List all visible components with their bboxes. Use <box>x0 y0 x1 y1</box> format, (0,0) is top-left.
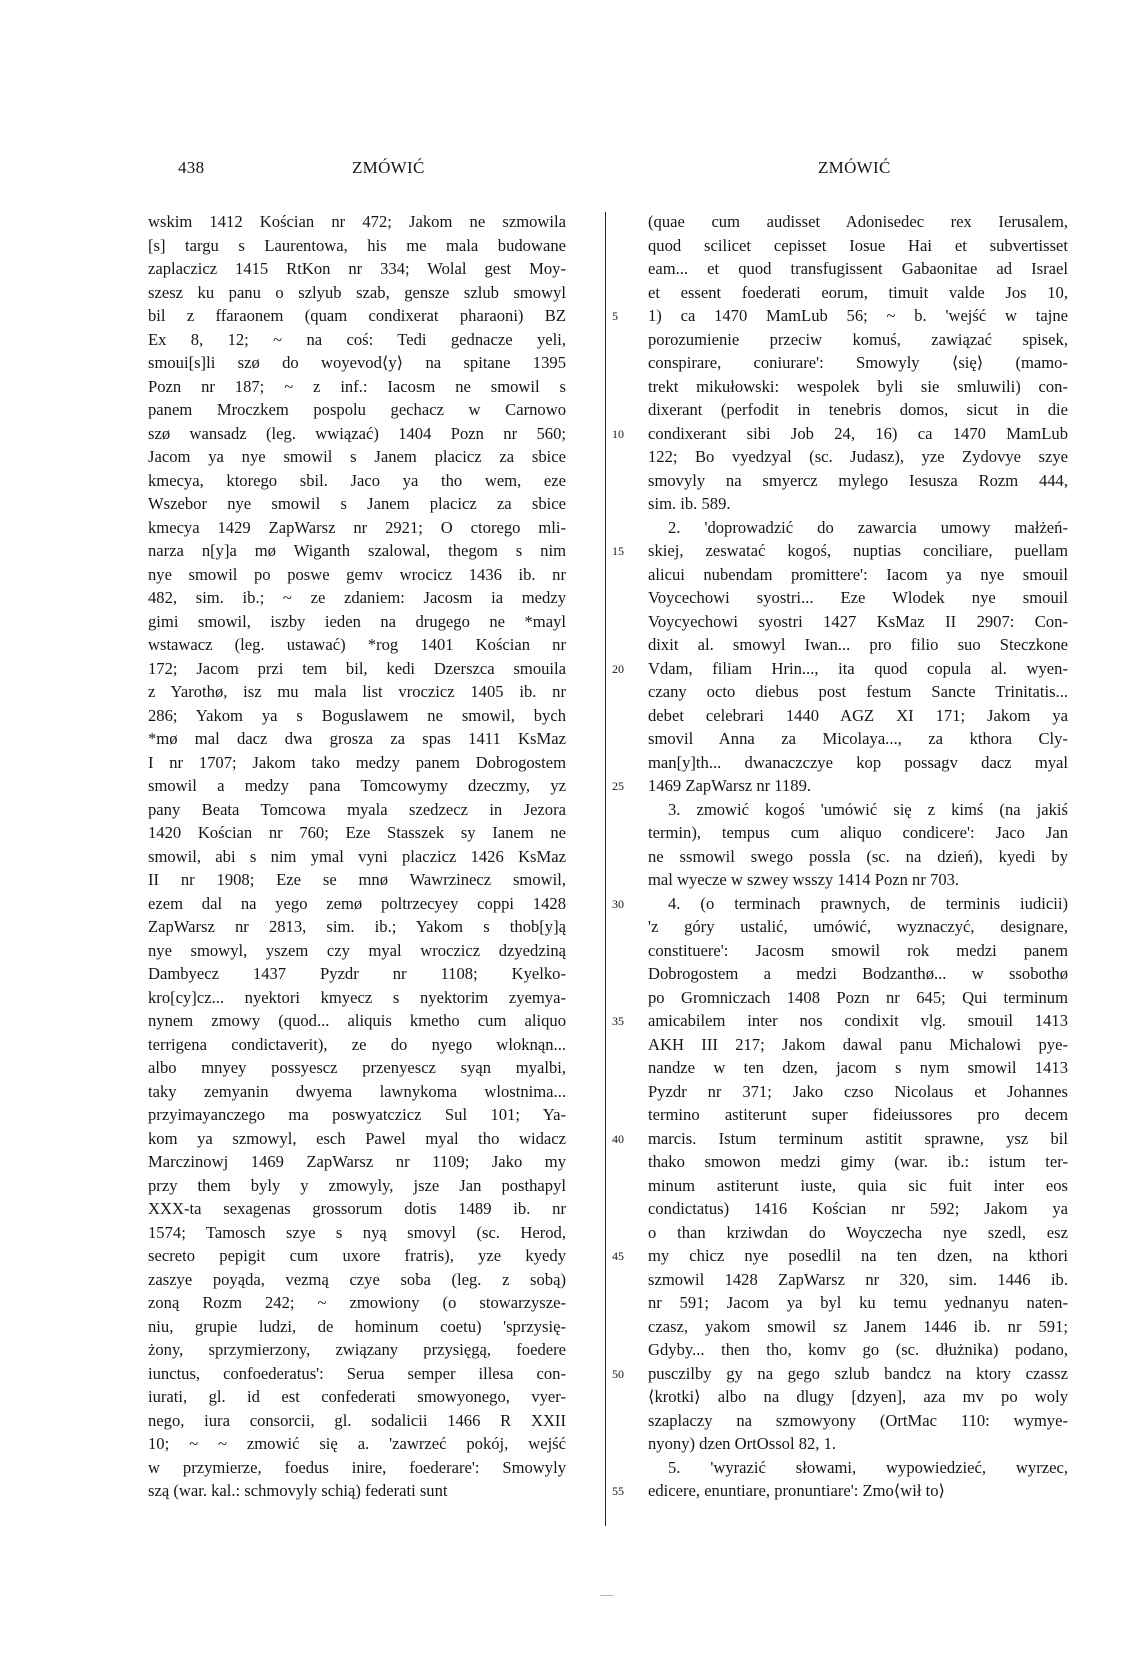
text-line: nynem zmowy (quod... aliquis kmetho cum aliquo <box>148 1011 566 1030</box>
line-number: 50 <box>612 1366 624 1381</box>
text-line: trekt mikułowski: wespolek byli sie smluwili) con- <box>648 376 1068 396</box>
text-line: ezem dal na yego zemø poltrzecyey coppi 1428 <box>148 893 566 913</box>
text-line: Voycechowi syostri... Eze Wlodek nye smouil <box>648 588 1068 607</box>
text-line: quod scilicet cepisset Iosue Hai et subvertisset <box>648 235 1068 255</box>
text-line: AKH III 217; Jakom dawal panu Michalowi pye- <box>648 1034 1068 1054</box>
text-line: 122; Bo vyedzyal (sc. Judasz), yze Zydovye szye <box>648 447 1068 466</box>
line-number: 55 <box>612 1484 624 1498</box>
text-line: 5. 'wyrazić słowami, wypowiedzieć, wyrzec, <box>668 1457 1068 1477</box>
text-line: narza n[y]a mø Wiganth szalowal, thegom s nim <box>148 541 566 560</box>
text-line: condixerant sibi Job 24, 16) ca 1470 MamLub <box>648 423 1068 443</box>
text-line: smovyly na smyercz mylego Iesusza Rozm 444, <box>648 470 1068 490</box>
text-line: 1469 ZapWarsz nr 1189. <box>648 776 812 795</box>
text-line: (quae cum audisset Adonisedec rex Ierusalem, <box>648 212 1068 231</box>
text-line: pusczilby gy na gego szlub bandcz na ktory czassz <box>648 1363 1068 1383</box>
text-line: dixerant (perfodit in tenebris domos, sicut in die <box>648 400 1068 419</box>
text-line: mal wyecze w szwey wsszy 1414 Pozn nr 703. <box>648 870 960 889</box>
text-line: panem Mroczkem pospolu gechacz w Carnowo <box>148 400 566 419</box>
text-line: amicabilem inter nos condixit vlg. smouil 1413 <box>648 1011 1068 1030</box>
text-line: 'z góry ustalić, umówić, wyznaczyć, designare, <box>648 917 1068 936</box>
text-line: Gdyby... then tho, komv go (sc. dłużnika) podano, <box>648 1340 1068 1359</box>
text-line: skiej, zeswatać kogoś, nuptias conciliare, puellam <box>648 541 1068 560</box>
text-line: I nr 1707; Jakom tako medzy panem Dobrogostem <box>148 752 566 772</box>
text-line: ne ssmowil swego possla (sc. na dzień), kyedi by <box>648 846 1068 866</box>
text-line: sim. ib. 589. <box>648 494 731 513</box>
left-column <box>148 210 566 1503</box>
text-line: czany octo diebus post festum Sancte Trinitatis... <box>648 682 1068 701</box>
text-line: dixit al. smowyl Iwan... pro filio suo Steczkone <box>648 635 1068 654</box>
right-column <box>648 210 1068 1503</box>
text-line: minum astiterunt iuste, quia sic fuit inter eos <box>648 1175 1068 1195</box>
text-line: przy them byly y zmowyly, jsze Jan posthapyl <box>148 1175 566 1195</box>
text-line: szesz ku panu o szlyub szab, gensze szlub smowyl <box>148 282 566 302</box>
text-line: czasz, yakom smowil sz Janem 1446 ib. nr 591; <box>648 1316 1068 1336</box>
text-line: Ex 8, 12; ~ na coś: Tedi gednacze yeli, <box>148 329 566 349</box>
text-line: gimi smowil, iszby ieden na drugego ne *mayl <box>148 611 566 631</box>
text-line: smowil, abi s nim ymal vyni placzicz 1426 KsMaz <box>148 846 566 866</box>
text-line: o than krziwdan do Woyczecha nye szedl, esz <box>648 1222 1068 1242</box>
text-line: szaplaczy na szmowyony (OrtMac 110: wymye- <box>648 1410 1068 1430</box>
text-line: 1) ca 1470 MamLub 56; ~ b. 'wejść w tajne <box>648 306 1068 325</box>
text-line: nr 591; Jacom ya byl ku temu yednanyu naten- <box>648 1293 1068 1312</box>
page-number: 438 <box>178 158 205 177</box>
footer-mark <box>600 1595 614 1596</box>
text-line: secreto pepigit cum uxore fratris), yze kyedy <box>148 1246 566 1265</box>
text-line: et essent foederati eorum, timuit valde Jos 10, <box>648 282 1068 302</box>
text-line: 4. (o terminach prawnych, de terminis iudicii) <box>668 893 1068 913</box>
text-line: iurati, gl. id est confederati smowyonego, vyer- <box>148 1387 566 1406</box>
text-line: szø wansadz (leg. wwiązać) 1404 Pozn nr 560; <box>148 423 566 443</box>
line-number: 5 <box>612 309 618 323</box>
text-line: wstawacz (leg. ustawać) *rog 1401 Kościan nr <box>148 635 566 654</box>
text-line: przyimayanczego ma poswyatczicz Sul 101; Ya- <box>148 1105 566 1124</box>
text-line: wskim 1412 Kościan nr 472; Jakom ne szmowila <box>148 212 566 231</box>
text-line: szmowil 1428 ZapWarsz nr 320, sim. 1446 ib. <box>648 1269 1068 1289</box>
line-number: 25 <box>612 779 624 793</box>
text-line: Jacom ya nye smowil s Janem placicz za sbice <box>148 447 566 466</box>
text-line: Marczinowj 1469 ZapWarsz nr 1109; Jako my <box>148 1152 566 1171</box>
text-line: smowil a medzy pana Tomcowymy dzeczmy, yz <box>148 776 566 795</box>
text-line: termin), tempus cum aliquo condicere': Jaco Jan <box>648 823 1068 842</box>
text-line: Wszebor nye smowil s Janem placicz za sbice <box>148 494 566 513</box>
text-line: kom ya szmowyl, esch Pawel myal tho widacz <box>148 1128 566 1148</box>
text-line: conspirare, coniurare': Smowyly ⟨się⟩ (mamo- <box>648 353 1068 372</box>
text-line: 172; Jacom przi tem bil, kedi Dzerszca smouila <box>148 658 566 678</box>
text-line: iunctus, confoederatus': Serua semper illesa con- <box>148 1363 566 1383</box>
text-line: thako smowon medzi gimy (war. ib.: istum ter- <box>648 1152 1068 1171</box>
text-line: *mø mal dacz dwa grosza za spas 1411 KsMaz <box>148 729 566 748</box>
line-number: 10 <box>612 426 624 441</box>
text-line: kro[cy]cz... nyektori kmyecz s nyektorim zyemya- <box>148 987 566 1007</box>
text-line: nyony) dzen OrtOssol 82, 1. <box>648 1434 837 1453</box>
text-line: zaplaczicz 1415 RtKon nr 334; Wolal gest Moy- <box>148 259 566 278</box>
text-line: 3. zmowić kogoś 'umówić się z kimś (na jakiś <box>668 799 1068 819</box>
text-line: kmecya 1429 ZapWarsz nr 2921; O ctorego mli- <box>148 517 566 537</box>
text-line: Voycyechowi syostri 1427 KsMaz II 2907: Con- <box>648 611 1068 631</box>
text-line: taky zemyanin dwyema lawnykoma wlostnima... <box>148 1081 566 1101</box>
text-line: 1420 Kościan nr 760; Eze Stasszek sy Ianem ne <box>148 823 566 842</box>
column-divider <box>605 212 606 1526</box>
text-line: nye smowyl, yszem czy myal wroczicz dzyedziną <box>148 940 566 960</box>
text-line: edicere, enuntiare, pronuntiare': Zmo⟨wił to⟩ <box>648 1481 946 1500</box>
text-line: 286; Yakom ya s Boguslawem ne smowil, bych <box>148 705 566 725</box>
text-line: zaszye poyąda, vezmą czye soba (leg. z sobą) <box>148 1269 566 1289</box>
text-line: niu, grupie ludzi, de hominum coetu) 'sprzysię- <box>148 1316 566 1336</box>
text-line: w przymierze, foedus inire, foederare': Smowyly <box>148 1457 566 1477</box>
text-line: ⟨krotki⟩ albo na dlugy [dzyen], aza mv po woly <box>648 1387 1068 1406</box>
text-line: eam... et quod transfugissent Gabaonitae ad Israel <box>648 259 1068 278</box>
line-number: 45 <box>612 1249 624 1263</box>
text-line: Dambyecz 1437 Pyzdr nr 1108; Kyelko- <box>148 964 566 983</box>
text-line: żony, sprzymierzony, związany przysięgą, foedere <box>148 1340 566 1359</box>
text-line: Pyzdr nr 371; Jako czso Nicolaus et Johannes <box>648 1081 1068 1101</box>
text-line: 1574; Tamosch szye s nyą smovyl (sc. Herod, <box>148 1222 566 1242</box>
text-line: XXX-ta sexagenas grossorum dotis 1489 ib. nr <box>148 1199 566 1218</box>
text-line: pany Beata Tomcowa myala szedzecz in Jezora <box>148 799 566 819</box>
text-line: 482, sim. ib.; ~ ze zdaniem: Jacosm ia medzy <box>148 588 566 607</box>
text-line: Pozn nr 187; ~ z inf.: Iacosm ne smowil s <box>148 376 566 396</box>
text-line: [s] targu s Laurentowa, his me mala budowane <box>148 235 566 255</box>
text-line: condictatus) 1416 Kościan nr 592; Jakom ya <box>648 1199 1068 1218</box>
text-line: bil z ffaraonem (quam condixerat pharaoni) BZ <box>148 306 566 325</box>
text-line: alicui nubendam promittere': Iacom ya nye smouil <box>648 564 1068 584</box>
text-line: my chicz nye posedlil na ten dzen, na kthori <box>648 1246 1068 1265</box>
text-line: albo mnyey possyescz przenyescz syąn myalbi, <box>148 1058 566 1077</box>
line-number: 40 <box>612 1131 624 1146</box>
text-line: nego, iura consorcii, gl. sodalicii 1466 R XXII <box>148 1410 566 1430</box>
text-line: constituere': Jacosm smowil rok medzi panem <box>648 940 1068 960</box>
text-line: porozumienie przeciw komuś, zawiązać spisek, <box>648 329 1068 349</box>
text-line: terrigena condictaverit), ze do nyego wloknąn... <box>148 1034 566 1054</box>
text-line: debet celebrari 1440 AGZ XI 171; Jakom ya <box>648 705 1068 725</box>
text-line: nye smowil po poswe gemv wrocicz 1436 ib. nr <box>148 564 566 584</box>
text-line: szą (war. kal.: schmovyly schią) federati sunt <box>148 1481 448 1500</box>
text-line: Dobrogostem a medzi Bodzanthø... w ssobothø <box>648 964 1068 983</box>
text-line: smovil Anna za Micolaya..., za kthora Cly- <box>648 729 1068 748</box>
text-line: zoną Rozm 242; ~ zmowiony (o stowarzysze- <box>148 1293 566 1312</box>
text-line: 10; ~ ~ zmowić się a. 'zawrzeć pokój, wejść <box>148 1434 566 1453</box>
line-number: 35 <box>612 1014 624 1028</box>
text-line: po Gromniczach 1408 Pozn nr 645; Qui terminum <box>648 987 1068 1007</box>
text-line: 2. 'doprowadzić do zawarcia umowy małżeń- <box>668 517 1068 537</box>
line-number: 20 <box>612 661 624 676</box>
text-line: z Yarothø, isz mu mala list vroczicz 1405 ib. nr <box>148 682 566 701</box>
text-line: smoui[s]li szø do woyevod⟨y⟩ na spitane 1395 <box>148 353 566 372</box>
text-line: Vdam, filiam Hrin..., ita quod copula al. wyen- <box>648 658 1068 678</box>
text-line: II nr 1908; Eze se mnø Wawrzinecz smowil, <box>148 870 566 889</box>
text-line: ZapWarsz nr 2813, sim. ib.; Yakom s thob[y]ą <box>148 917 566 936</box>
text-line: kmecya, ktorego sbil. Jaco ya tho wem, eze <box>148 470 566 490</box>
text-line: marcis. Istum terminum astitit sprawne, ysz bil <box>648 1128 1068 1148</box>
text-line: termino astiterunt super fideiussores pro decem <box>648 1105 1068 1124</box>
text-line: man[y]th... dwanaczczye kop possagv dacz myal <box>648 752 1068 772</box>
line-number: 30 <box>612 896 624 911</box>
line-number: 15 <box>612 544 624 558</box>
running-headword-right: ZMÓWIĆ <box>818 158 891 177</box>
text-line: nandze w ten dzen, jacom s nym smowil 1413 <box>648 1058 1068 1077</box>
running-headword-left: ZMÓWIĆ <box>352 158 425 177</box>
